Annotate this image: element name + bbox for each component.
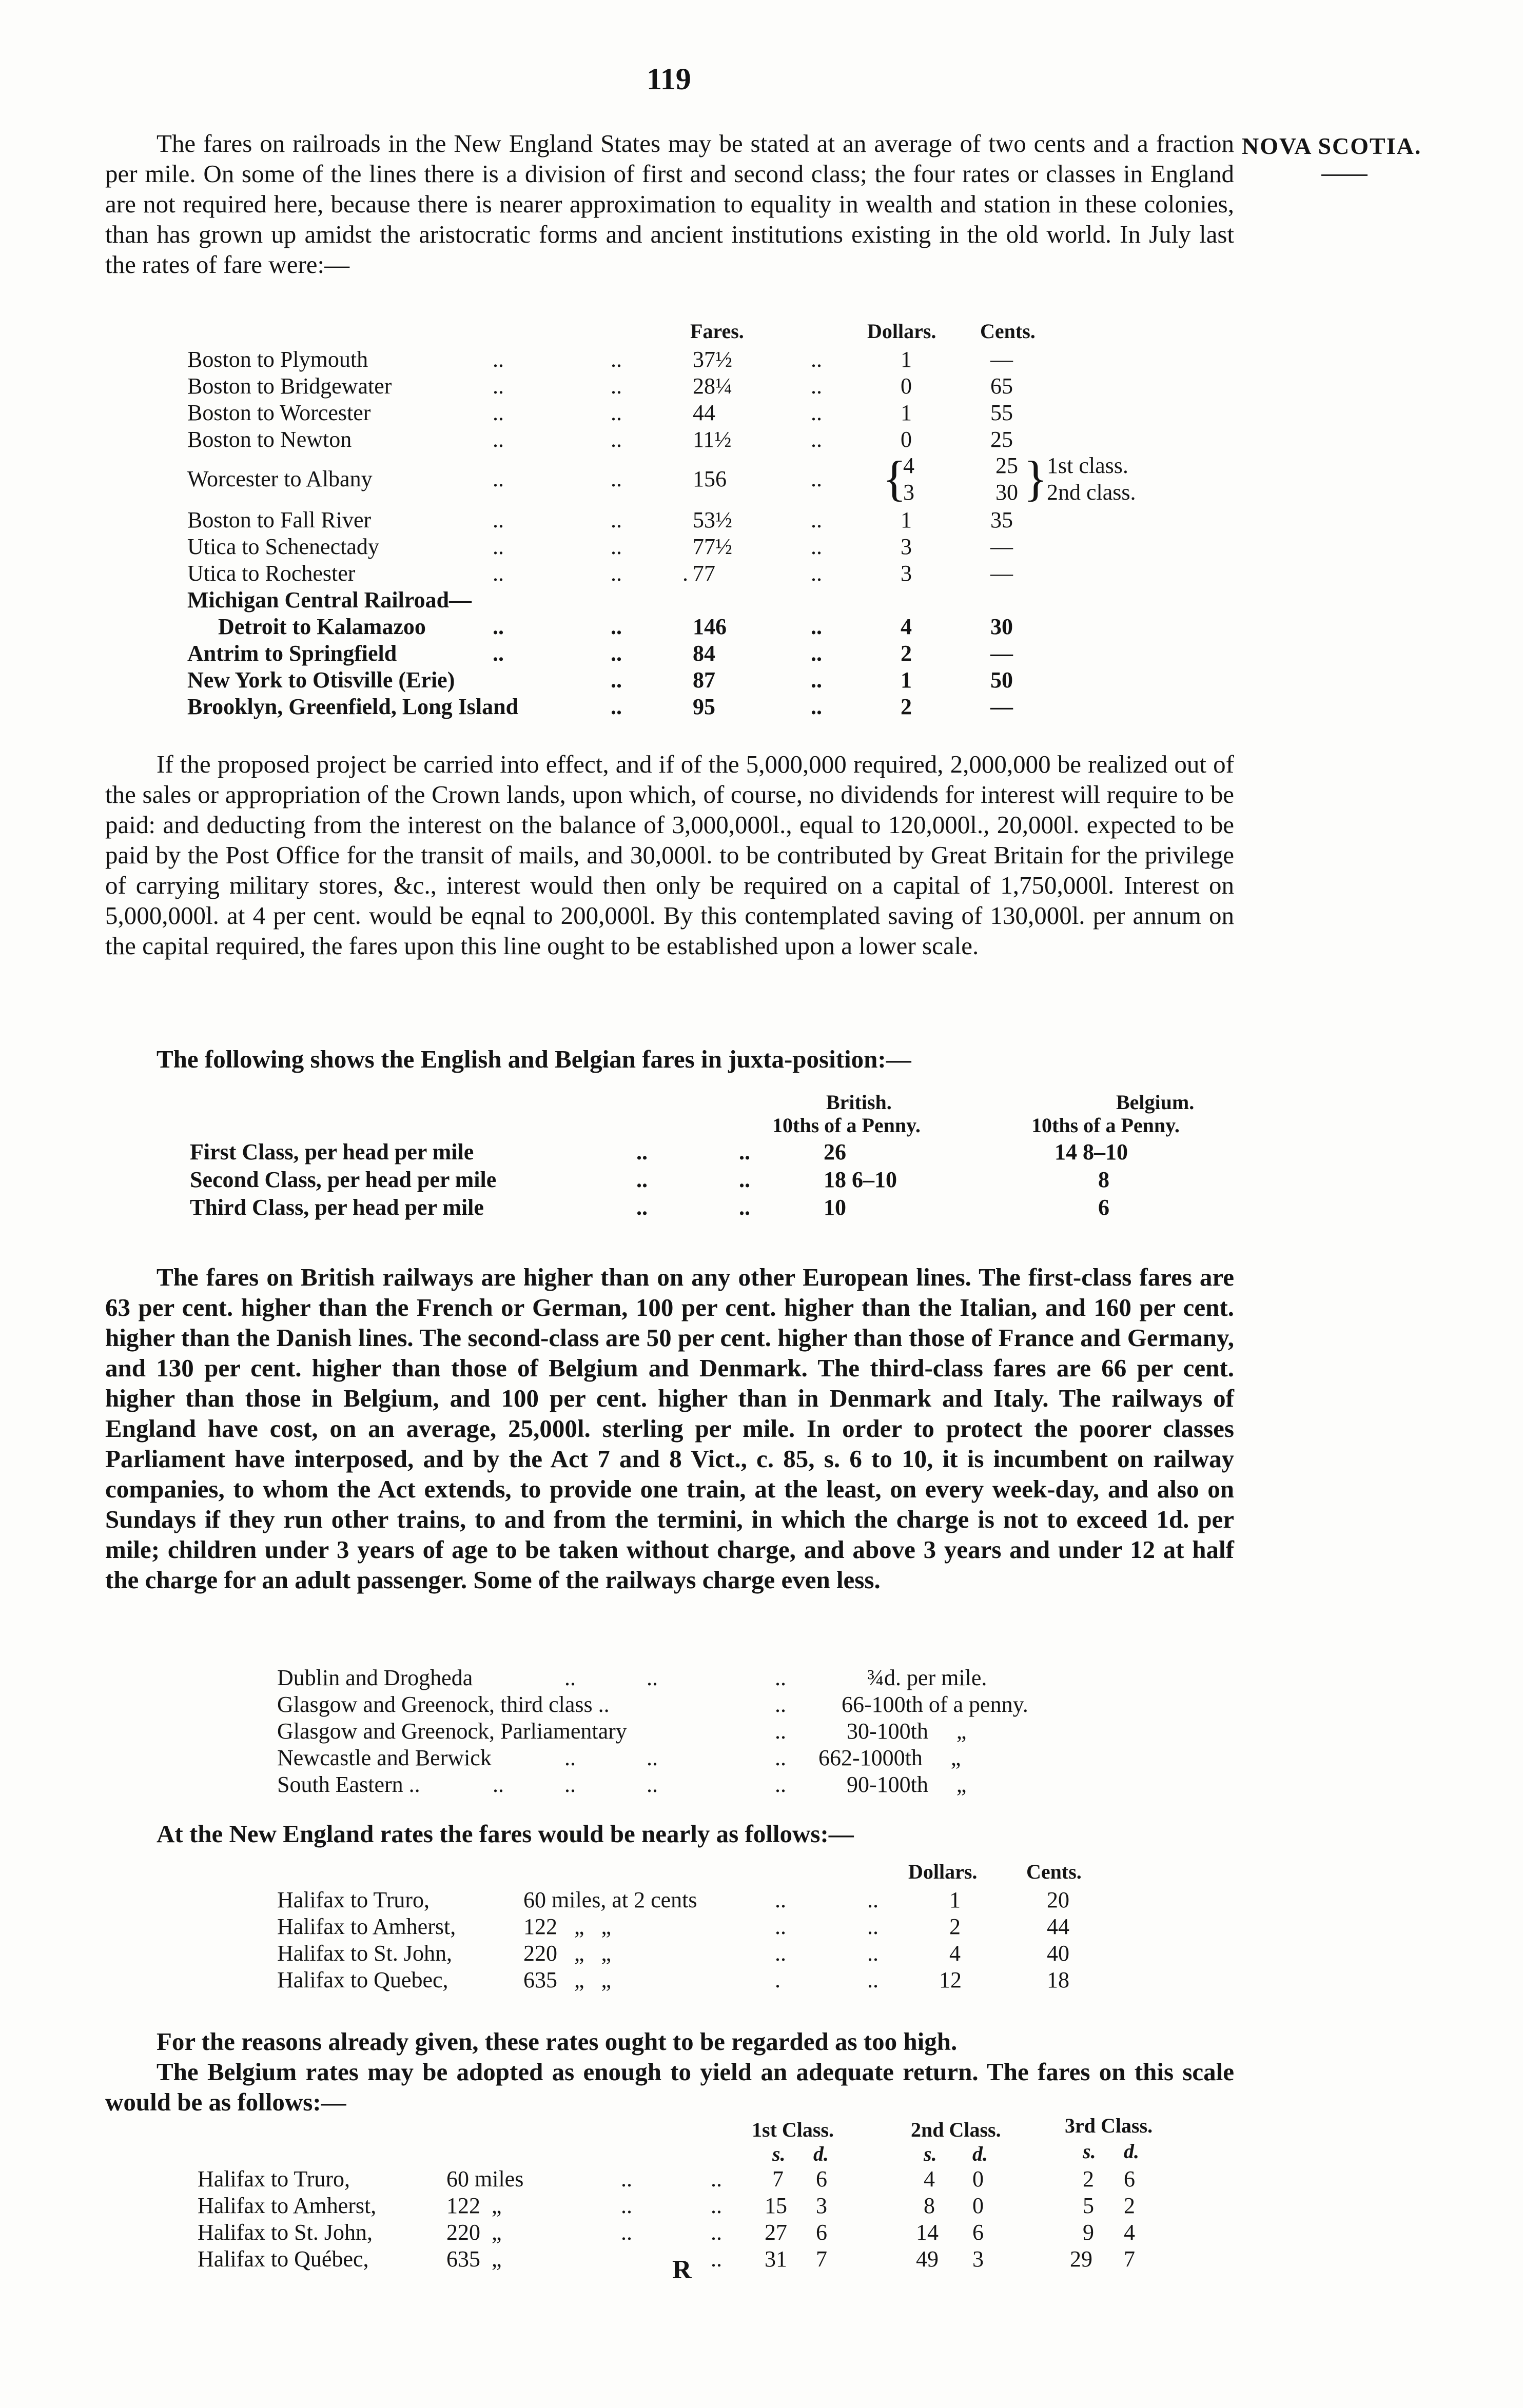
col-head-cents: Cents. bbox=[980, 320, 1036, 343]
third-class-s: 29 bbox=[1070, 2246, 1092, 2272]
fare-rate: 66-100th of a penny. bbox=[842, 1692, 1028, 1717]
fare: 44 bbox=[693, 400, 715, 425]
signature-mark: R bbox=[672, 2255, 692, 2284]
route: Halifax to St. John, bbox=[277, 1941, 452, 1966]
cents: 55 bbox=[990, 400, 1013, 425]
route: Utica to Schenectady bbox=[187, 534, 379, 559]
railway-name: South Eastern .. bbox=[277, 1772, 420, 1797]
dollars: 2 bbox=[901, 641, 912, 666]
cents: 35 bbox=[990, 507, 1013, 532]
table-row: Glasgow and Greenock, third class .. .. 66-100th of a penny. bbox=[277, 1692, 1028, 1717]
cents: 30 bbox=[995, 480, 1018, 505]
table-row: South Eastern .. .. .. .. .. 90-100th „ bbox=[277, 1772, 967, 1797]
table-row: Boston to Newton .. .. 11½ .. 0 25 bbox=[187, 427, 1013, 452]
margin-rule bbox=[1321, 174, 1368, 176]
second-class-d: 3 bbox=[972, 2246, 984, 2272]
cents: 30 bbox=[990, 614, 1013, 639]
paragraph-british-railways: The fares on British railways are higher than on any other European lines. The first-class fares are 63 per cent. higher than the French or German, 100 per cent. higher than the Italian, and 160 per cent. higher than the Danish lines. The second-class are 50 per cent. higher than those of France and Germany, and 130 per cent. higher than those of Belgium and Denmark. The third-class fares are 66 per cent. higher than those in Belgium, and 100 per cent. higher than in Denmark and Italy. The railways of England have cost, on an average, 25,000l. sterling per mile. In order to protect the poorer classes Parliament have interposed, and by the Act 7 and 8 Vict., c. 85, s. 6 to 10, it is incumbent on railway companies, to whom the Act extends, to provide one train, at the least, on every week-day, and also on Sundays if they run other trains, to and from the termini, in which the charge is not to exceed 1d. per mile; children under 3 years of age to be taken without charge, and above 3 years and under 12 at half the charge for an adult passenger. Some of the railways charge even less. bbox=[105, 1263, 1234, 1594]
cents: — bbox=[990, 694, 1013, 719]
belgian-fare: 6 bbox=[1098, 1195, 1109, 1220]
railway-name: Glasgow and Greenock, third class .. bbox=[277, 1692, 610, 1717]
paragraph-intro: The fares on railroads in the New England States may be stated at an average of two cents and a fraction per mile. On some of the lines there is a division of first and second class; the four rates or classes in England are not required here, because there is nearer approximation to equality in wealth and station in these colonies, than has grown up amidst the aristocratic forms and ancient institutions existing in the old world. In July last the rates of fare were:— bbox=[105, 129, 1234, 279]
first-class-s: 31 bbox=[765, 2246, 787, 2272]
distance: 220 „ bbox=[446, 2220, 502, 2245]
railway-name: Newcastle and Berwick bbox=[277, 1745, 492, 1770]
fare-rate: 662-1000th „ bbox=[818, 1745, 961, 1770]
paragraph-capital: If the proposed project be carried into effect, and if of the 5,000,000 required, 2,000,000 be realized out of the sales or appropriation of the Crown lands, upon which, of course, no dividends for interest will require to be paid: and deducting from the interest on the balance of 3,000,000l., equal to 120,000l., 20,000l. expected to be paid by the Post Office for the transit of mails, and 30,000l. to be contributed by Great Britain for the privilege of carrying military stores, &c., interest would then only be required on a capital of 1,750,000l. Interest on 5,000,000l. at 4 per cent. would be eqnal to 200,000l. By this contemplated saving of 130,000l. per annum on the capital required, the fares upon this line ought to be established upon a lower scale. bbox=[105, 750, 1234, 960]
margin-note: NOVA SCOTIA. bbox=[1242, 133, 1422, 159]
cents: — bbox=[990, 641, 1013, 666]
col-head-british: British. bbox=[826, 1091, 892, 1114]
table-row bbox=[0, 479, 1232, 506]
third-class-s: 5 bbox=[1083, 2193, 1094, 2218]
dollars: 3 bbox=[901, 534, 912, 559]
route: Halifax to Amherst, bbox=[198, 2193, 377, 2218]
fare-rate: ¾d. per mile. bbox=[867, 1665, 987, 1690]
table-row: Glasgow and Greenock, Parliamentary .. 30-100th „ bbox=[277, 1719, 967, 1744]
first-class-d: 6 bbox=[816, 2220, 827, 2245]
third-class-s: 9 bbox=[1083, 2220, 1094, 2245]
distance: 635 „ bbox=[446, 2246, 502, 2272]
route: Antrim to Springfield bbox=[187, 641, 397, 666]
first-class-d: 7 bbox=[816, 2246, 827, 2272]
table-row: Halifax to Quebec, 635 „ „ . .. 12 18 bbox=[277, 1967, 1069, 1992]
col-head-belgium: Belgium. bbox=[1116, 1091, 1195, 1114]
col-head-dollars: Dollars. bbox=[867, 320, 936, 343]
dollars: 3 bbox=[901, 561, 912, 586]
first-class-s: 15 bbox=[765, 2193, 787, 2218]
second-class-d: 6 bbox=[972, 2220, 984, 2245]
route: Worcester to Albany bbox=[187, 466, 373, 491]
col-head-third-class: 3rd Class. bbox=[1065, 2114, 1153, 2137]
route: Detroit to Kalamazoo bbox=[218, 614, 426, 639]
fare: 11½ bbox=[693, 427, 732, 452]
dollars: 1 bbox=[901, 667, 912, 693]
table-row: Newcastle and Berwick .. .. .. 662-1000th „ bbox=[277, 1745, 961, 1770]
table-row: Halifax to Truro, 60 miles .. .. 7 6 4 0 2 6 bbox=[198, 2166, 1135, 2192]
dollars: 4 bbox=[903, 453, 914, 478]
dollars: 4 bbox=[949, 1941, 961, 1966]
fare: 77½ bbox=[693, 534, 732, 559]
table-row: Utica to Schenectady .. .. 77½ .. 3 — bbox=[187, 534, 1013, 559]
table-row: Halifax to St. John, 220 „ .. .. 27 6 14 6 9 4 bbox=[198, 2220, 1135, 2245]
route: Halifax to Truro, bbox=[198, 2166, 350, 2192]
col-head-first-class: 1st Class. bbox=[752, 2118, 834, 2141]
route: Halifax to Québec, bbox=[198, 2246, 369, 2272]
table-row: Boston to Fall River .. .. 53½ .. 1 35 bbox=[187, 507, 1013, 532]
table-row: Halifax to Amherst, 122 „ „ .. .. 2 44 bbox=[277, 1914, 1069, 1939]
table-row: Third Class, per head per mile .. .. 10 6 bbox=[190, 1195, 1109, 1220]
fare-class-label: Second Class, per head per mile bbox=[190, 1167, 497, 1192]
route: Boston to Worcester bbox=[187, 400, 371, 425]
route: Halifax to Quebec, bbox=[277, 1967, 448, 1992]
third-class-d: 7 bbox=[1124, 2246, 1135, 2272]
dollars: 2 bbox=[949, 1914, 961, 1939]
col-head-dollars: Dollars. bbox=[908, 1860, 978, 1883]
table-row: Detroit to Kalamazoo .. .. 146 .. 4 30 bbox=[218, 614, 1013, 639]
unit-s: s. bbox=[924, 2142, 937, 2165]
dollars: 0 bbox=[901, 427, 912, 452]
fare: 87 bbox=[693, 667, 715, 693]
third-class-d: 4 bbox=[1124, 2220, 1135, 2245]
table-row: Dublin and Drogheda .. .. .. ¾d. per mile. bbox=[277, 1665, 987, 1690]
table-row: Halifax to Amherst, 122 „ .. .. 15 3 8 0 5 2 bbox=[198, 2193, 1135, 2218]
route: Boston to Bridgewater bbox=[187, 373, 392, 399]
dollars: 2 bbox=[901, 694, 912, 719]
table-row: Utica to Rochester .. .. . 77 .. 3 — bbox=[187, 561, 1013, 586]
cents: 65 bbox=[990, 373, 1013, 399]
second-class-s: 14 bbox=[916, 2220, 939, 2245]
cents: 25 bbox=[995, 453, 1018, 478]
british-fare: 18 6–10 bbox=[824, 1167, 897, 1192]
fare: 156 bbox=[693, 466, 727, 491]
table-row: Antrim to Springfield .. .. 84 .. 2 — bbox=[187, 641, 1013, 666]
cents: 20 bbox=[1047, 1887, 1069, 1912]
distance: 60 miles bbox=[446, 2166, 524, 2192]
second-class-s: 4 bbox=[924, 2166, 935, 2192]
dollars: 1 bbox=[949, 1887, 961, 1912]
route: Halifax to Amherst, bbox=[277, 1914, 456, 1939]
fare: 84 bbox=[693, 641, 715, 666]
cents: 18 bbox=[1047, 1967, 1069, 1992]
dollars: 0 bbox=[901, 373, 912, 399]
dollars: 1 bbox=[901, 347, 912, 372]
british-fare: 10 bbox=[824, 1195, 846, 1220]
table-row: Halifax to Québec, 635 „ .. 31 7 49 3 29 7 bbox=[198, 2246, 1135, 2272]
route: Boston to Fall River bbox=[187, 507, 372, 532]
table-row: Boston to Worcester .. .. 44 .. 1 55 bbox=[187, 400, 1013, 425]
first-class-s: 7 bbox=[772, 2166, 784, 2192]
fare-rate: 30-100th „ bbox=[847, 1719, 967, 1744]
distance: 635 „ „ bbox=[523, 1967, 612, 1992]
british-fare: 26 bbox=[824, 1139, 846, 1164]
dollars: 4 bbox=[901, 614, 912, 639]
fare-rate: 90-100th „ bbox=[847, 1772, 967, 1797]
cents: 25 bbox=[990, 427, 1013, 452]
cents: — bbox=[990, 347, 1013, 372]
table-row: Second Class, per head per mile .. .. 18 6–10 8 bbox=[190, 1167, 1109, 1192]
fare-class-label: Third Class, per head per mile bbox=[190, 1195, 484, 1220]
fare: 146 bbox=[693, 614, 727, 639]
unit-d: d. bbox=[1124, 2140, 1139, 2163]
first-class-d: 3 bbox=[816, 2193, 827, 2218]
unit-s: s. bbox=[772, 2142, 786, 2165]
col-unit-british: 10ths of a Penny. bbox=[772, 1114, 921, 1137]
fare: 77 bbox=[693, 561, 715, 586]
route: Michigan Central Railroad— bbox=[187, 587, 472, 613]
railway-name: Dublin and Drogheda bbox=[277, 1665, 473, 1690]
col-unit-belgium: 10ths of a Penny. bbox=[1031, 1114, 1180, 1137]
unit-s: s. bbox=[1083, 2140, 1096, 2163]
table-row: Boston to Plymouth .. .. 37½ .. 1 — bbox=[187, 347, 1013, 372]
page-number: 119 bbox=[647, 62, 691, 96]
route: Boston to Plymouth bbox=[187, 347, 368, 372]
route: Brooklyn, Greenfield, Long Island bbox=[187, 694, 519, 719]
paragraph-new-england-rates: At the New England rates the fares would be nearly as follows:— bbox=[157, 1820, 854, 1848]
cents: — bbox=[990, 534, 1013, 559]
third-class-d: 2 bbox=[1124, 2193, 1135, 2218]
paragraph-too-high: For the reasons already given, these rates ought to be regarded as too high. bbox=[157, 2027, 958, 2056]
route: New York to Otisville (Erie) bbox=[187, 667, 455, 693]
second-class-d: 0 bbox=[972, 2193, 984, 2218]
class-note: 2nd class. bbox=[1047, 480, 1136, 505]
dollars: 1 bbox=[901, 400, 912, 425]
first-class-s: 27 bbox=[765, 2220, 787, 2245]
brace-left: { bbox=[883, 451, 907, 506]
cents: — bbox=[990, 561, 1013, 586]
third-class-s: 2 bbox=[1083, 2166, 1094, 2192]
table-row: New York to Otisville (Erie) .. 87 .. 1 50 bbox=[187, 667, 1013, 693]
dollars: 1 bbox=[901, 507, 912, 532]
distance: 220 „ „ bbox=[523, 1941, 612, 1966]
fare: 53½ bbox=[693, 507, 732, 532]
dollars: 12 bbox=[939, 1967, 962, 1992]
paragraph-belgium-rates: The Belgium rates may be adopted as enough to yield an adequate return. The fares on this scale would be as follows:— bbox=[105, 2058, 1234, 2116]
unit-d: d. bbox=[813, 2142, 829, 2165]
first-class-d: 6 bbox=[816, 2166, 827, 2192]
route: Halifax to St. John, bbox=[198, 2220, 373, 2245]
distance: 122 „ bbox=[446, 2193, 502, 2218]
cents: 44 bbox=[1047, 1914, 1069, 1939]
paragraph-juxtaposition: The following shows the English and Belgian fares in juxta-position:— bbox=[157, 1045, 911, 1073]
belgian-fare: 8 bbox=[1098, 1167, 1109, 1192]
table-row: First Class, per head per mile .. .. 26 14 8–10 bbox=[190, 1139, 1128, 1164]
second-class-d: 0 bbox=[972, 2166, 984, 2192]
table-row: Halifax to Truro, 60 miles, at 2 cents .. .. 1 20 bbox=[277, 1887, 1069, 1912]
table-row: Brooklyn, Greenfield, Long Island .. 95 .. 2 — bbox=[187, 694, 1013, 719]
table-row: Boston to Bridgewater .. .. 28¼ .. 0 65 bbox=[187, 373, 1013, 399]
table-row bbox=[0, 587, 1232, 614]
distance: 122 „ „ bbox=[523, 1914, 612, 1939]
belgian-fare: 14 8–10 bbox=[1055, 1139, 1128, 1164]
table-row: Halifax to St. John, 220 „ „ .. .. 4 40 bbox=[277, 1941, 1069, 1966]
route: Utica to Rochester bbox=[187, 561, 356, 586]
third-class-d: 6 bbox=[1124, 2166, 1135, 2192]
cents: 40 bbox=[1047, 1941, 1069, 1966]
railway-name: Glasgow and Greenock, Parliamentary bbox=[277, 1719, 627, 1744]
distance: 60 miles, at 2 cents bbox=[523, 1887, 697, 1912]
fare-class-label: First Class, per head per mile bbox=[190, 1139, 474, 1164]
fare: 95 bbox=[693, 694, 715, 719]
col-head-fares: Fares. bbox=[690, 320, 744, 343]
col-head-second-class: 2nd Class. bbox=[911, 2118, 1001, 2141]
route: Boston to Newton bbox=[187, 427, 352, 452]
dollars: 3 bbox=[903, 480, 914, 505]
second-class-s: 8 bbox=[924, 2193, 935, 2218]
second-class-s: 49 bbox=[916, 2246, 939, 2272]
cents: 50 bbox=[990, 667, 1013, 693]
fare: 37½ bbox=[693, 347, 732, 372]
table-row: Worcester to Albany .. .. 156 .. bbox=[187, 466, 822, 491]
unit-d: d. bbox=[972, 2142, 988, 2165]
col-head-cents: Cents. bbox=[1026, 1860, 1082, 1883]
brace-right: } bbox=[1024, 451, 1048, 506]
route: Halifax to Truro, bbox=[277, 1887, 429, 1912]
fare: 28¼ bbox=[693, 373, 732, 399]
class-note: 1st class. bbox=[1047, 453, 1128, 478]
